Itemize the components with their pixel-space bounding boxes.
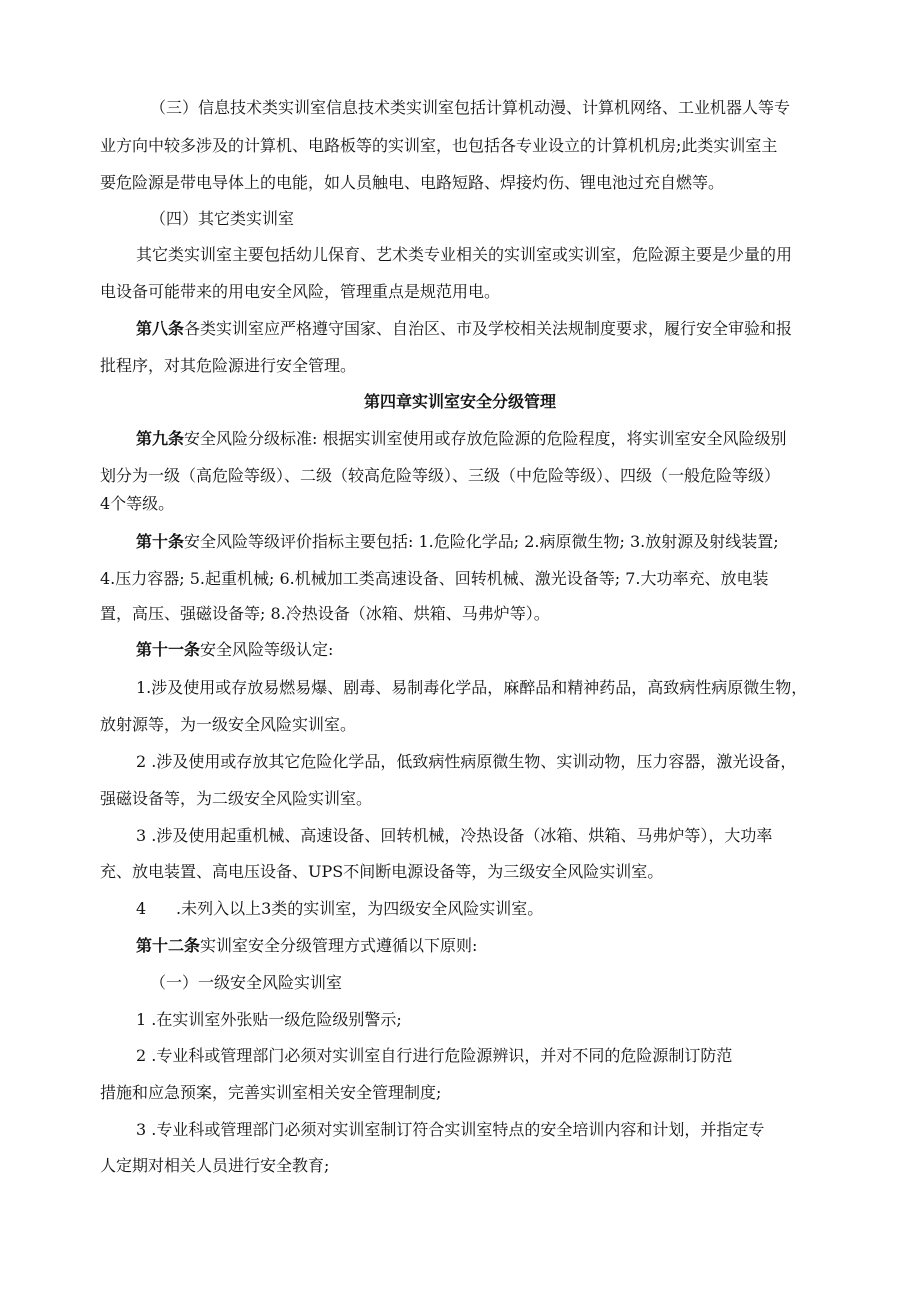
article-12-subheading-level-1: （一）一级安全风险实训室 [150, 973, 343, 992]
chapter-4-title: 第四章实训室安全分级管理 [363, 392, 556, 411]
article-11-item-1-line-2: 放射源等，为一级安全风险实训室。 [100, 715, 357, 734]
article-11-item-1-line-1: 1.涉及使用或存放易燃易爆、剧毒、易制毒化学品，麻醉品和精神药品，高致病性病原微生物， [136, 678, 808, 697]
article-11-item-4-text: .未列入以上3类的实训室，为四级安全风险实训室。 [176, 899, 544, 918]
article-8-line-2: 批程序，对其危险源进行安全管理。 [100, 356, 357, 375]
article-8-line-1 [136, 318, 920, 340]
article-9-line-2: 划分为一级（高危险等级）、二级（较高危险等级）、三级（中危险等级）、四级（一般危险等级） [100, 466, 781, 485]
paragraph-other-labs-line-2: 电设备可能带来的用电安全风险，管理重点是规范用电。 [100, 282, 501, 301]
article-10-line-3: 置，高压、强磁设备等; 8.冷热设备（冰箱、烘箱、马弗炉等）。 [100, 604, 550, 623]
paragraph-other-labs-line-1: 其它类实训室主要包括幼儿保育、艺术类专业相关的实训室或实训室，危险源主要是少量的用 [136, 245, 793, 264]
article-9-text: 安全风险分级标准: 根据实训室使用或存放危险源的危险程度，将实训室安全风险级别 [184, 429, 787, 448]
paragraph-it-lab-line-1: （三）信息技术类实训室信息技术类实训室包括计算机动漫、计算机网络、工业机器人等专 [150, 98, 791, 117]
article-12-item-1: 1 .在实训室外张贴一级危险级别警示; [136, 1010, 402, 1029]
article-10-label: 第十条 [136, 532, 185, 551]
paragraph-it-lab-line-2: 业方向中较多涉及的计算机、电路板等的实训室，也包括各专业设立的计算机机房;此类实训室主 [100, 136, 778, 155]
article-11-item-2-line-2: 强磁设备等，为二级安全风险实训室。 [100, 789, 373, 808]
article-11-line-1 [136, 639, 920, 661]
article-11-item-3-line-2: 充、放电装置、高电压设备、UPS不间断电源设备等，为三级安全风险实训室。 [100, 862, 664, 881]
article-11-item-4-number: 4 [136, 899, 147, 918]
article-12-item-2-line-2: 措施和应急预案，完善实训室相关安全管理制度; [100, 1083, 442, 1102]
article-12-text: 实训室安全分级管理方式遵循以下原则: [200, 936, 478, 955]
paragraph-it-lab-line-3: 要危险源是带电导体上的电能，如人员触电、电路短路、焊接灼伤、锂电池过充自燃等。 [100, 173, 725, 192]
article-12-line-1 [136, 935, 920, 957]
article-8-label: 第八条 [136, 319, 185, 338]
article-8-text: 各类实训室应严格遵守国家、自治区、市及学校相关法规制度要求，履行安全审验和报 [184, 319, 793, 338]
article-11-text: 安全风险等级认定: [200, 640, 334, 659]
article-9-label: 第九条 [136, 429, 185, 448]
article-11-item-3-line-1: 3 .涉及使用起重机械、高速设备、回转机械，冷热设备（冰箱、烘箱、马弗炉等），大功率 [136, 826, 773, 845]
article-9-line-1 [136, 428, 920, 450]
article-11-item-2-line-1: 2 .涉及使用或存放其它危险化学品，低致病性病原微生物、实训动物，压力容器，激光设备， [136, 752, 797, 771]
article-12-label: 第十二条 [136, 936, 201, 955]
article-9-line-3: 4个等级。 [100, 494, 175, 513]
article-11-label: 第十一条 [136, 640, 201, 659]
section-heading-other-labs: （四）其它类实训室 [150, 209, 295, 228]
article-12-item-2-line-1: 2 .专业科或管理部门必须对实训室自行进行危险源辨识，并对不同的危险源制订防范 [136, 1046, 733, 1065]
article-10-line-1 [136, 531, 920, 553]
article-12-item-3-line-1: 3 .专业科或管理部门必须对实训室制订符合实训室特点的安全培训内容和计划，并指定专 [136, 1120, 765, 1139]
article-10-line-2: 4.压力容器; 5.起重机械; 6.机械加工类高速设备、回转机械、激光设备等; 7.大功率充、放电装 [100, 569, 769, 588]
article-10-text: 安全风险等级评价指标主要包括: 1.危险化学品; 2.病原微生物; 3.放射源及射线装置; [184, 532, 779, 551]
article-12-item-3-line-2: 人定期对相关人员进行安全教育; [100, 1156, 330, 1175]
